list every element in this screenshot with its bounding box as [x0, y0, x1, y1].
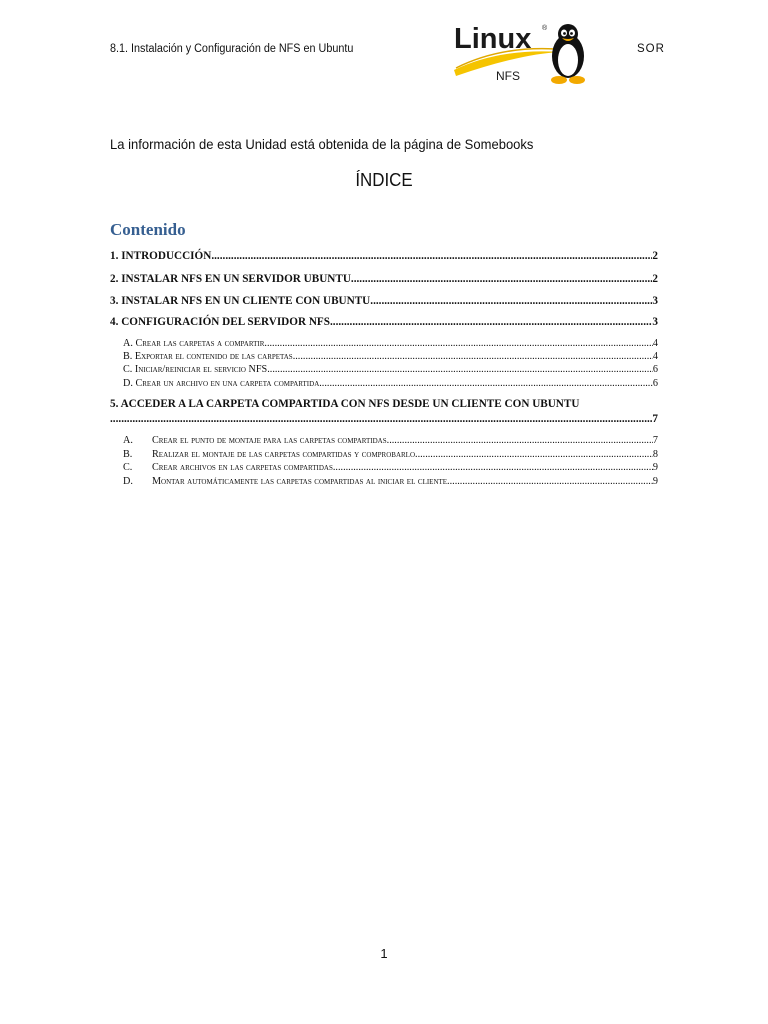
- toc-entry-page: 6: [652, 378, 658, 389]
- toc-entry-5c[interactable]: [110, 462, 658, 473]
- toc-leader: [450, 476, 653, 487]
- toc-entry-page: 2: [652, 250, 658, 262]
- toc-entry-1[interactable]: [110, 250, 658, 262]
- toc-leader: [415, 449, 653, 460]
- toc-entry-5-leader-line: [110, 413, 658, 425]
- toc-entry-page: 7: [652, 435, 658, 446]
- svg-text:NFS: NFS: [496, 69, 520, 83]
- toc-entry-3[interactable]: [110, 295, 658, 307]
- toc-entry-page: 4: [652, 351, 658, 362]
- toc-entry-label: Crear el punto de montaje para las carpetas compartidas: [152, 435, 387, 446]
- toc-leader: [387, 435, 653, 446]
- toc-entry-label: Realizar el montaje de las carpetas compartidas y comprobarlo: [152, 449, 416, 460]
- toc-leader: [319, 378, 653, 389]
- toc-leader: [370, 295, 652, 307]
- toc-entry-letter: A.: [123, 435, 133, 446]
- toc-entry-5b[interactable]: [110, 449, 658, 460]
- toc-leader: [110, 413, 652, 425]
- toc-entry-4[interactable]: [110, 316, 658, 328]
- header-course-code: SOR: [637, 43, 665, 55]
- toc-entry-4c[interactable]: [110, 364, 658, 375]
- svg-text:Linux: Linux: [454, 23, 532, 55]
- toc-leader: [267, 364, 653, 375]
- toc-entry-page: 6: [652, 364, 658, 375]
- toc-entry-label: 2. INSTALAR NFS EN UN SERVIDOR UBUNTU: [110, 273, 351, 285]
- toc-entry-4d[interactable]: [110, 378, 658, 389]
- toc-entry-label: Montar automáticamente las carpetas compartidas al iniciar el cliente.: [152, 476, 450, 487]
- toc-entry-label: 1. INTRODUCCIÓN: [110, 250, 212, 262]
- tux-penguin-icon: [450, 18, 595, 88]
- toc-entry-5[interactable]: 5. ACCEDER A LA CARPETA COMPARTIDA CON NFS DESDE UN CLIENTE CON UBUNTU: [110, 398, 580, 410]
- toc-entry-page: 9: [652, 476, 658, 487]
- toc-entry-page: 2: [652, 273, 658, 285]
- toc-leader: [330, 316, 652, 328]
- intro-text: La información de esta Unidad está obtenida de la página de Somebooks: [110, 136, 534, 152]
- toc-entry-page: 3: [652, 295, 658, 307]
- toc-entry-page: 8: [652, 449, 658, 460]
- toc-leader: [211, 250, 652, 262]
- toc-entry-4b[interactable]: [110, 351, 658, 362]
- toc-entry-label: D. Crear un archivo en una carpeta compartida: [123, 378, 320, 389]
- toc-entry-letter: D.: [123, 476, 133, 487]
- toc-entry-5d[interactable]: [110, 476, 658, 487]
- toc-leader: [293, 351, 653, 362]
- toc-entry-page: 9: [652, 462, 658, 473]
- toc-leader: [264, 338, 653, 349]
- toc-entry-page: 3: [652, 316, 658, 328]
- toc-entry-label: 4. CONFIGURACIÓN DEL SERVIDOR NFS: [110, 316, 330, 328]
- toc-entry-2[interactable]: [110, 273, 658, 285]
- toc-heading: Contenido: [110, 220, 186, 239]
- toc-entry-label: C. Iniciar/reiniciar el servicio NFS: [123, 364, 268, 375]
- header-title: 8.1. Instalación y Configuración de NFS en Ubuntu: [110, 43, 354, 55]
- toc-entry-page: 4: [652, 338, 658, 349]
- toc-entry-label: 3. INSTALAR NFS EN UN CLIENTE CON UBUNTU: [110, 295, 371, 307]
- toc-entry-4a[interactable]: [110, 338, 658, 349]
- toc-entry-letter: C.: [123, 462, 133, 473]
- page-number: 1: [380, 946, 388, 961]
- toc-leader: [351, 273, 653, 285]
- toc-entry-letter: B.: [123, 449, 133, 460]
- indice-heading: ÍNDICE: [355, 170, 413, 190]
- toc-entry-label: A. Crear las carpetas a compartir: [123, 338, 265, 349]
- toc-entry-label: B. Exportar el contenido de las carpetas: [123, 351, 293, 362]
- toc-leader: [333, 462, 653, 473]
- svg-text:®: ®: [542, 25, 548, 32]
- toc-entry-label: Crear archivos en las carpetas compartidas: [152, 462, 333, 473]
- linux-nfs-logo: [450, 18, 595, 88]
- toc-entry-page: 7: [652, 413, 658, 425]
- toc-entry-5a[interactable]: [110, 435, 658, 446]
